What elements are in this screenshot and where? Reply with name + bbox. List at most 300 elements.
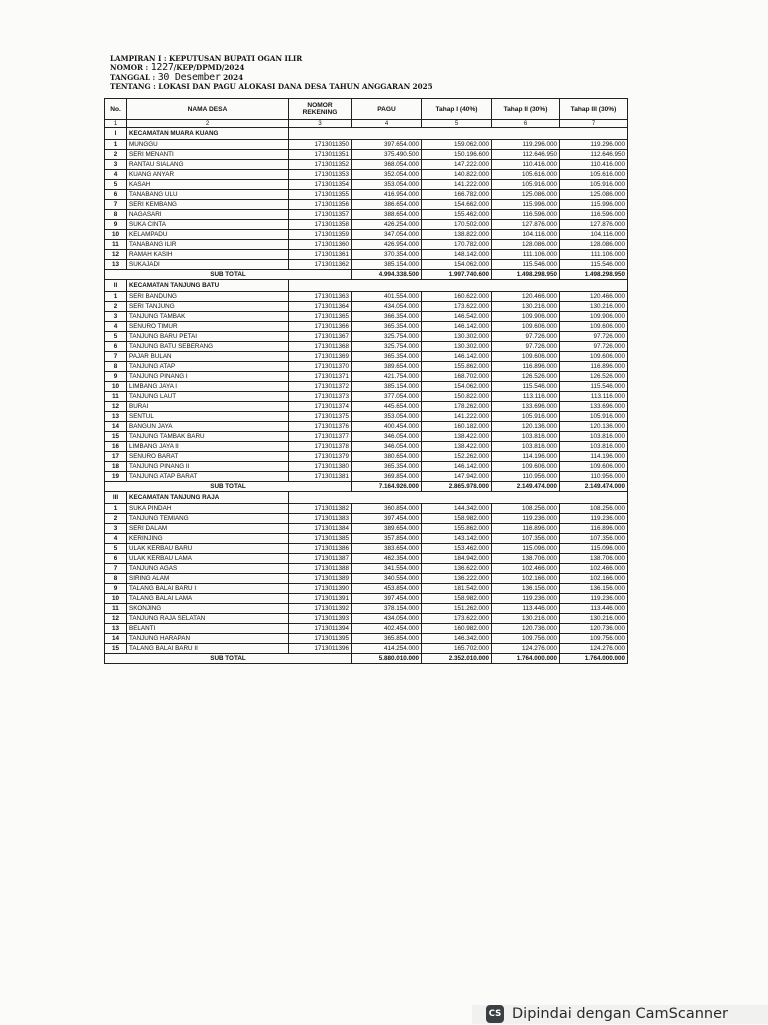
account-number: 1713011393 — [289, 614, 352, 624]
account-number: 1713011361 — [289, 250, 352, 260]
tahap-3-value: 105.916.000 — [560, 412, 628, 422]
tahap-3-value: 125.086.000 — [560, 190, 628, 200]
account-number: 1713011383 — [289, 514, 352, 524]
table-row — [105, 432, 628, 442]
row-number: 18 — [105, 462, 127, 472]
tahap-2-value: 109.756.000 — [492, 634, 560, 644]
table-row — [105, 150, 628, 160]
tahap-1-value: 155.862.000 — [422, 524, 492, 534]
table-row — [105, 514, 628, 524]
tahap-1-value: 141.222.000 — [422, 412, 492, 422]
tahap-3-value: 102.166.000 — [560, 574, 628, 584]
village-name: TANJUNG AGAS — [127, 564, 289, 574]
tahap-3-value: 116.896.000 — [560, 362, 628, 372]
table-row — [105, 442, 628, 452]
village-name: MUNGGU — [127, 140, 289, 150]
nomor-line: NOMOR : 1227/KEP/DPMD/2024 — [110, 62, 245, 74]
village-name: TANJUNG BARU PETAI — [127, 332, 289, 342]
section-name: KECAMATAN TANJUNG BATU — [127, 280, 289, 292]
village-name: TANJUNG TAMBAK — [127, 312, 289, 322]
tahap-2-value: 102.166.000 — [492, 574, 560, 584]
subtotal-pagu: 7.164.926.000 — [352, 482, 422, 492]
table-row — [105, 140, 628, 150]
account-number: 1713011356 — [289, 200, 352, 210]
village-name: NAGASARI — [127, 210, 289, 220]
account-number: 1713011373 — [289, 392, 352, 402]
tahap-2-value: 128.086.000 — [492, 240, 560, 250]
row-number: 6 — [105, 342, 127, 352]
tahap-1-value: 152.262.000 — [422, 452, 492, 462]
row-number: 5 — [105, 180, 127, 190]
tahap-1-value: 136.622.000 — [422, 564, 492, 574]
tahap-3-value: 124.276.000 — [560, 644, 628, 654]
table-row — [105, 554, 628, 564]
tahap-3-value: 112.646.950 — [560, 150, 628, 160]
tahap-1-value: 148.142.000 — [422, 250, 492, 260]
row-number: 15 — [105, 644, 127, 654]
tahap-3-value: 97.726.000 — [560, 332, 628, 342]
table-row — [105, 472, 628, 482]
table-row — [105, 250, 628, 260]
table-row — [105, 584, 628, 594]
tahap-2-value: 109.906.000 — [492, 312, 560, 322]
tahap-2-value: 120.466.000 — [492, 292, 560, 302]
village-name: LIMBANG JAYA I — [127, 382, 289, 392]
row-number: 4 — [105, 170, 127, 180]
camscanner-text: Dipindai dengan CamScanner — [512, 1006, 729, 1022]
account-number: 1713011350 — [289, 140, 352, 150]
table-row — [105, 200, 628, 210]
village-name: SENURO TIMUR — [127, 322, 289, 332]
pagu-value: 377.054.000 — [352, 392, 422, 402]
village-name: TANJUNG PINANG II — [127, 462, 289, 472]
table-row — [105, 504, 628, 514]
tahap-2-value: 107.356.000 — [492, 534, 560, 544]
table-row — [105, 462, 628, 472]
row-number: 2 — [105, 302, 127, 312]
tahap-2-value: 130.216.000 — [492, 614, 560, 624]
table-row — [105, 372, 628, 382]
table-row — [105, 564, 628, 574]
tahap-1-value: 178.262.000 — [422, 402, 492, 412]
pagu-value: 421.754.000 — [352, 372, 422, 382]
subtotal-tahap-3: 1.498.298.950 — [560, 270, 628, 280]
pagu-value: 445.654.000 — [352, 402, 422, 412]
account-number: 1713011372 — [289, 382, 352, 392]
tahap-1-value: 147.222.000 — [422, 160, 492, 170]
column-number-row — [105, 120, 628, 128]
allocation-table — [104, 98, 628, 664]
tahap-3-value: 120.736.000 — [560, 624, 628, 634]
account-number: 1713011381 — [289, 472, 352, 482]
tahap-3-value: 110.956.000 — [560, 472, 628, 482]
pagu-value: 397.454.000 — [352, 514, 422, 524]
pagu-value: 426.954.000 — [352, 240, 422, 250]
tahap-2-value: 105.616.000 — [492, 170, 560, 180]
account-number: 1713011359 — [289, 230, 352, 240]
tahap-1-value: 168.702.000 — [422, 372, 492, 382]
account-number: 1713011392 — [289, 604, 352, 614]
village-name: TANABANG ILIR — [127, 240, 289, 250]
account-number: 1713011378 — [289, 442, 352, 452]
tahap-2-value: 108.256.000 — [492, 504, 560, 514]
tahap-2-value: 111.106.000 — [492, 250, 560, 260]
tahap-3-value: 115.096.000 — [560, 544, 628, 554]
tahap-1-value: 147.942.000 — [422, 472, 492, 482]
row-number: 3 — [105, 160, 127, 170]
tahap-2-value: 130.216.000 — [492, 302, 560, 312]
pagu-value: 434.054.000 — [352, 302, 422, 312]
row-number: 4 — [105, 322, 127, 332]
tahap-3-value: 111.106.000 — [560, 250, 628, 260]
village-name: TALANG BALAI BARU II — [127, 644, 289, 654]
pagu-value: 383.654.000 — [352, 544, 422, 554]
tahap-2-value: 125.086.000 — [492, 190, 560, 200]
tahap-2-value: 133.696.000 — [492, 402, 560, 412]
tahap-1-value: 173.622.000 — [422, 302, 492, 312]
lampiran-line: LAMPIRAN I : KEPUTUSAN BUPATI OGAN ILIR — [110, 54, 303, 63]
section-blank — [289, 128, 628, 140]
pagu-value: 340.554.000 — [352, 574, 422, 584]
subtotal-tahap-1: 1.997.740.600 — [422, 270, 492, 280]
table-row — [105, 170, 628, 180]
row-number: 2 — [105, 150, 127, 160]
account-number: 1713011369 — [289, 352, 352, 362]
village-name: ULAK KERBAU BARU — [127, 544, 289, 554]
row-number: 11 — [105, 604, 127, 614]
account-number: 1713011384 — [289, 524, 352, 534]
pagu-value: 370.354.000 — [352, 250, 422, 260]
col-number: 2 — [127, 120, 289, 128]
tahap-2-value: 104.116.000 — [492, 230, 560, 240]
col-header: Tahap II (30%) — [492, 99, 560, 120]
tahap-1-value: 143.142.000 — [422, 534, 492, 544]
subtotal-pagu: 4.994.338.500 — [352, 270, 422, 280]
table-row — [105, 240, 628, 250]
pagu-value: 360.854.000 — [352, 504, 422, 514]
col-number: 7 — [560, 120, 628, 128]
tahap-3-value: 102.466.000 — [560, 564, 628, 574]
account-number: 1713011377 — [289, 432, 352, 442]
tahap-1-value: 146.342.000 — [422, 634, 492, 644]
subtotal-tahap-3: 1.764.000.000 — [560, 654, 628, 664]
tahap-1-value: 150.822.000 — [422, 392, 492, 402]
village-name: SIRING ALAM — [127, 574, 289, 584]
table-row — [105, 392, 628, 402]
account-number: 1713011385 — [289, 534, 352, 544]
tahap-1-value: 150.196.600 — [422, 150, 492, 160]
row-number: 1 — [105, 140, 127, 150]
tahap-1-value: 138.822.000 — [422, 230, 492, 240]
row-number: 9 — [105, 220, 127, 230]
account-number: 1713011379 — [289, 452, 352, 462]
account-number: 1713011354 — [289, 180, 352, 190]
village-name: TALANG BALAI BARU I — [127, 584, 289, 594]
pagu-value: 386.654.000 — [352, 200, 422, 210]
row-number: 12 — [105, 250, 127, 260]
row-number: 14 — [105, 634, 127, 644]
account-number: 1713011360 — [289, 240, 352, 250]
pagu-value: 365.854.000 — [352, 634, 422, 644]
section-blank — [289, 280, 628, 292]
row-number: 15 — [105, 432, 127, 442]
tahap-3-value: 113.116.000 — [560, 392, 628, 402]
account-number: 1713011375 — [289, 412, 352, 422]
section-number: II — [105, 280, 127, 292]
row-number: 11 — [105, 392, 127, 402]
table-row — [105, 160, 628, 170]
col-number: 3 — [289, 120, 352, 128]
row-number: 7 — [105, 352, 127, 362]
col-header: NOMOR REKENING — [289, 99, 352, 120]
pagu-value: 369.854.000 — [352, 472, 422, 482]
tahap-2-value: 97.726.000 — [492, 342, 560, 352]
tahap-3-value: 109.756.000 — [560, 634, 628, 644]
village-name: BANGUN JAYA — [127, 422, 289, 432]
tahap-1-value: 181.542.000 — [422, 584, 492, 594]
table-row — [105, 180, 628, 190]
col-number: 4 — [352, 120, 422, 128]
tahap-3-value: 110.416.000 — [560, 160, 628, 170]
village-name: SERI MENANTI — [127, 150, 289, 160]
village-name: TANJUNG ATAP BARAT — [127, 472, 289, 482]
tahap-3-value: 109.906.000 — [560, 312, 628, 322]
col-header: No. — [105, 99, 127, 120]
pagu-value: 389.654.000 — [352, 524, 422, 534]
account-number: 1713011362 — [289, 260, 352, 270]
row-number: 3 — [105, 524, 127, 534]
tahap-1-value: 173.622.000 — [422, 614, 492, 624]
tahap-1-value: 154.062.000 — [422, 260, 492, 270]
row-number: 2 — [105, 514, 127, 524]
tahap-1-value: 155.862.000 — [422, 362, 492, 372]
table-row — [105, 322, 628, 332]
account-number: 1713011396 — [289, 644, 352, 654]
village-name: TANJUNG PINANG I — [127, 372, 289, 382]
tahap-3-value: 120.466.000 — [560, 292, 628, 302]
account-number: 1713011380 — [289, 462, 352, 472]
tahap-3-value: 108.256.000 — [560, 504, 628, 514]
subtotal-label: SUB TOTAL — [105, 654, 352, 664]
table-row — [105, 604, 628, 614]
table-row — [105, 332, 628, 342]
table-header-row — [105, 99, 628, 120]
village-name: TANJUNG TEMIANG — [127, 514, 289, 524]
row-number: 7 — [105, 564, 127, 574]
col-number: 1 — [105, 120, 127, 128]
tahap-1-value: 146.142.000 — [422, 462, 492, 472]
subtotal-tahap-1: 2.865.978.000 — [422, 482, 492, 492]
table-row — [105, 544, 628, 554]
pagu-value: 414.254.000 — [352, 644, 422, 654]
row-number: 10 — [105, 594, 127, 604]
tahap-1-value: 141.222.000 — [422, 180, 492, 190]
subtotal-tahap-2: 1.498.298.950 — [492, 270, 560, 280]
pagu-value: 325.754.000 — [352, 332, 422, 342]
tahap-1-value: 160.182.000 — [422, 422, 492, 432]
tahap-3-value: 113.446.000 — [560, 604, 628, 614]
tahap-2-value: 103.816.000 — [492, 432, 560, 442]
row-number: 5 — [105, 332, 127, 342]
tahap-2-value: 120.736.000 — [492, 624, 560, 634]
village-name: SERI TANJUNG — [127, 302, 289, 312]
subtotal-row — [105, 482, 628, 492]
tahap-2-value: 119.296.000 — [492, 140, 560, 150]
tahap-1-value: 165.702.000 — [422, 644, 492, 654]
village-name: BURAI — [127, 402, 289, 412]
tahap-1-value: 153.462.000 — [422, 544, 492, 554]
tahap-2-value: 115.546.000 — [492, 382, 560, 392]
section-name: KECAMATAN MUARA KUANG — [127, 128, 289, 140]
tahap-2-value: 116.596.000 — [492, 210, 560, 220]
tahap-1-value: 166.782.000 — [422, 190, 492, 200]
scanner-footer — [472, 1003, 768, 1025]
tahap-1-value: 170.782.000 — [422, 240, 492, 250]
tahap-1-value: 160.622.000 — [422, 292, 492, 302]
pagu-value: 347.054.000 — [352, 230, 422, 240]
subtotal-label: SUB TOTAL — [105, 270, 352, 280]
table-row — [105, 352, 628, 362]
tahap-1-value: 158.982.000 — [422, 594, 492, 604]
table-row — [105, 614, 628, 624]
account-number: 1713011364 — [289, 302, 352, 312]
account-number: 1713011365 — [289, 312, 352, 322]
tahap-2-value: 112.646.950 — [492, 150, 560, 160]
village-name: TANJUNG HARAPAN — [127, 634, 289, 644]
table-row — [105, 362, 628, 372]
row-number: 9 — [105, 372, 127, 382]
pagu-value: 365.354.000 — [352, 352, 422, 362]
account-number: 1713011382 — [289, 504, 352, 514]
tahap-3-value: 128.086.000 — [560, 240, 628, 250]
subtotal-tahap-2: 1.764.000.000 — [492, 654, 560, 664]
village-name: LIMBANG JAYA II — [127, 442, 289, 452]
table-row — [105, 574, 628, 584]
account-number: 1713011363 — [289, 292, 352, 302]
pagu-value: 397.454.000 — [352, 594, 422, 604]
row-number: 1 — [105, 504, 127, 514]
table-row — [105, 382, 628, 392]
row-number: 19 — [105, 472, 127, 482]
table-row — [105, 524, 628, 534]
tahap-3-value: 133.696.000 — [560, 402, 628, 412]
row-number: 1 — [105, 292, 127, 302]
tahap-3-value: 103.816.000 — [560, 442, 628, 452]
row-number: 17 — [105, 452, 127, 462]
village-name: KELAMPADU — [127, 230, 289, 240]
tahap-1-value: 140.822.000 — [422, 170, 492, 180]
account-number: 1713011394 — [289, 624, 352, 634]
tahap-2-value: 105.916.000 — [492, 180, 560, 190]
tahap-1-value: 146.542.000 — [422, 312, 492, 322]
pagu-value: 400.454.000 — [352, 422, 422, 432]
tahap-3-value: 104.116.000 — [560, 230, 628, 240]
pagu-value: 434.054.000 — [352, 614, 422, 624]
col-header: NAMA DESA — [127, 99, 289, 120]
tahap-1-value: 138.422.000 — [422, 432, 492, 442]
tahap-2-value: 109.606.000 — [492, 352, 560, 362]
table-body — [105, 128, 628, 664]
pagu-value: 325.754.000 — [352, 342, 422, 352]
village-name: TANJUNG BATU SEBERANG — [127, 342, 289, 352]
tahap-1-value: 170.502.000 — [422, 220, 492, 230]
pagu-value: 416.954.000 — [352, 190, 422, 200]
section-number: III — [105, 492, 127, 504]
village-name: ULAK KERBAU LAMA — [127, 554, 289, 564]
pagu-value: 426.254.000 — [352, 220, 422, 230]
village-name: TANJUNG ATAP — [127, 362, 289, 372]
table-row — [105, 210, 628, 220]
tahap-2-value: 102.466.000 — [492, 564, 560, 574]
section-blank — [289, 492, 628, 504]
village-name: KASAH — [127, 180, 289, 190]
village-name: SERI DALAM — [127, 524, 289, 534]
row-number: 13 — [105, 624, 127, 634]
account-number: 1713011353 — [289, 170, 352, 180]
tahap-3-value: 130.216.000 — [560, 614, 628, 624]
pagu-value: 388.654.000 — [352, 210, 422, 220]
row-number: 6 — [105, 190, 127, 200]
village-name: SENURO BARAT — [127, 452, 289, 462]
pagu-value: 389.654.000 — [352, 362, 422, 372]
account-number: 1713011395 — [289, 634, 352, 644]
tahap-3-value: 109.606.000 — [560, 322, 628, 332]
nomor-handwritten: 1227 — [150, 62, 174, 74]
tahap-2-value: 115.546.000 — [492, 260, 560, 270]
tahap-2-value: 103.816.000 — [492, 442, 560, 452]
tahap-1-value: 138.422.000 — [422, 442, 492, 452]
tahap-1-value: 160.982.000 — [422, 624, 492, 634]
village-name: RAMAH KASIH — [127, 250, 289, 260]
pagu-value: 378.154.000 — [352, 604, 422, 614]
tahap-1-value: 154.662.000 — [422, 200, 492, 210]
village-name: BELANTI — [127, 624, 289, 634]
row-number: 16 — [105, 442, 127, 452]
tahap-2-value: 138.706.000 — [492, 554, 560, 564]
subtotal-tahap-3: 2.149.474.000 — [560, 482, 628, 492]
section-header-row — [105, 280, 628, 292]
village-name: KERINJING — [127, 534, 289, 544]
account-number: 1713011388 — [289, 564, 352, 574]
row-number: 14 — [105, 422, 127, 432]
village-name: TANJUNG LAUT — [127, 392, 289, 402]
col-number: 6 — [492, 120, 560, 128]
account-number: 1713011352 — [289, 160, 352, 170]
account-number: 1713011358 — [289, 220, 352, 230]
tahap-3-value: 109.606.000 — [560, 352, 628, 362]
tahap-1-value: 154.062.000 — [422, 382, 492, 392]
row-number: 10 — [105, 230, 127, 240]
row-number: 6 — [105, 554, 127, 564]
tahap-2-value: 110.416.000 — [492, 160, 560, 170]
account-number: 1713011387 — [289, 554, 352, 564]
subtotal-tahap-1: 2.352.010.000 — [422, 654, 492, 664]
tahap-3-value: 105.916.000 — [560, 180, 628, 190]
col-header: PAGU — [352, 99, 422, 120]
document-header — [110, 54, 433, 92]
pagu-value: 453.854.000 — [352, 584, 422, 594]
tahap-3-value: 115.996.000 — [560, 200, 628, 210]
tanggal-line: TANGGAL : 30 Desember 2024 — [110, 71, 244, 83]
subtotal-row — [105, 654, 628, 664]
tahap-3-value: 119.236.000 — [560, 514, 628, 524]
tahap-1-value: 130.302.000 — [422, 332, 492, 342]
tahap-3-value: 109.606.000 — [560, 462, 628, 472]
village-name: SERI BANDUNG — [127, 292, 289, 302]
table-row — [105, 402, 628, 412]
tahap-2-value: 110.956.000 — [492, 472, 560, 482]
pagu-value: 346.054.000 — [352, 442, 422, 452]
